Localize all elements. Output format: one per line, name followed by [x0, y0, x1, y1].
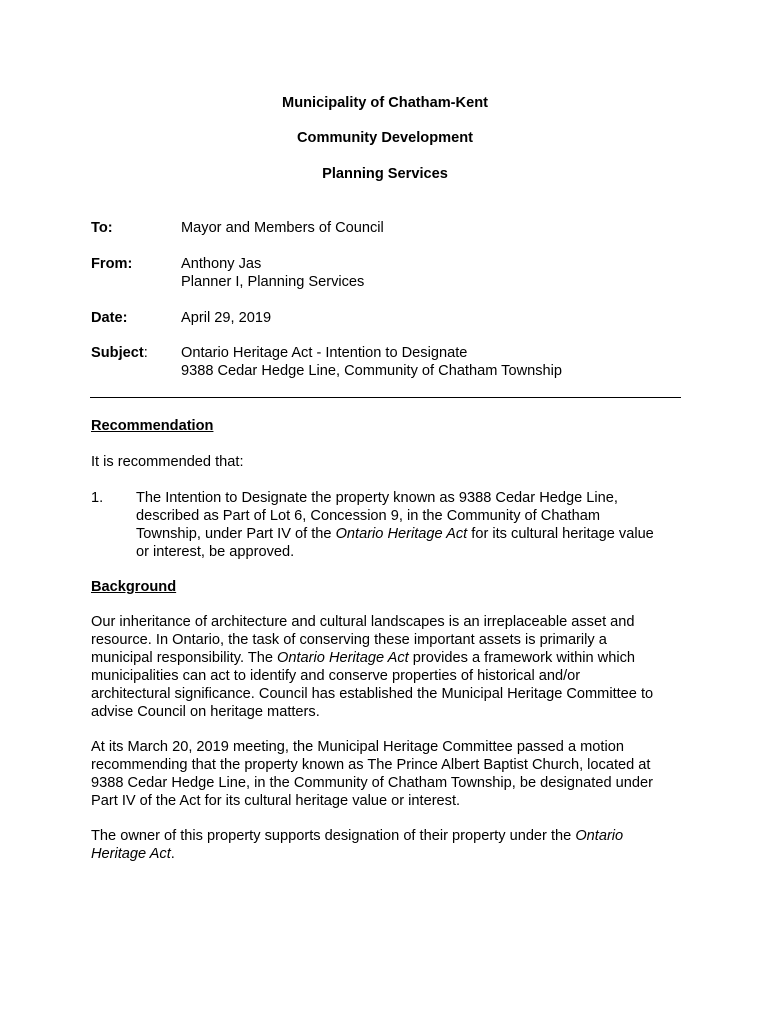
municipality-title: Municipality of Chatham-Kent [282, 95, 488, 111]
paragraph-line: advise Council on heritage matters. [91, 704, 320, 720]
subject-line-1: Ontario Heritage Act - Intention to Designate [181, 345, 468, 361]
to-label: To: [91, 220, 113, 236]
paragraph-line: 9388 Cedar Hedge Line, in the Community of Chatham Township, be designated under [91, 775, 653, 791]
paragraph-line: Our inheritance of architecture and cultural landscapes is an irreplaceable asset and [91, 614, 635, 630]
subject-value [181, 344, 562, 380]
paragraph-line: At its March 20, 2019 meeting, the Municipal Heritage Committee passed a motion [91, 739, 624, 755]
text-run: . [170, 846, 175, 862]
recommendation-intro: It is recommended that: [91, 454, 244, 470]
paragraph-line [91, 827, 681, 845]
from-value [181, 255, 364, 291]
paragraph-line: Part IV of the Act for its cultural heritage value or interest. [91, 793, 461, 809]
paragraph-line [91, 845, 681, 863]
recommendation-item-line: The Intention to Designate the property known as 9388 Cedar Hedge Line, [136, 490, 618, 506]
paragraph-line: architectural significance. Council has established the Municipal Heritage Committee to [91, 686, 654, 702]
recommendation-item-text [136, 489, 681, 561]
text-run: provides a framework within which [408, 650, 635, 666]
subject-label-text: Subject [91, 345, 144, 361]
background-paragraph-3 [91, 827, 681, 863]
text-run: The owner of this property supports designation of their property under the [91, 828, 576, 844]
text-run: Township, under Part IV of the [136, 526, 336, 542]
subject-line-2: 9388 Cedar Hedge Line, Community of Chatham Township [181, 363, 563, 379]
text-run: municipal responsibility. The [91, 650, 278, 666]
to-value: Mayor and Members of Council [181, 220, 384, 236]
act-title-italic: Ontario Heritage Act [277, 650, 409, 666]
date-label: Date: [91, 310, 128, 326]
subject-label-colon: : [143, 345, 148, 361]
text-run: for its cultural heritage value [467, 526, 654, 542]
act-title-italic: Heritage Act [91, 846, 171, 862]
from-label: From: [91, 256, 133, 272]
paragraph-line [91, 649, 681, 667]
recommendation-heading: Recommendation [91, 418, 214, 434]
act-title-italic: Ontario Heritage Act [335, 526, 468, 542]
background-paragraph-1 [91, 613, 681, 721]
paragraph-line: resource. In Ontario, the task of conserving these important assets is primarily a [91, 632, 607, 648]
act-title-italic: Ontario [575, 828, 624, 844]
recommendation-item-number: 1. [91, 490, 104, 506]
background-paragraph-2 [91, 738, 681, 810]
recommendation-item-line [136, 525, 681, 543]
paragraph-line: recommending that the property known as The Prince Albert Baptist Church, located at [91, 757, 651, 773]
subject-label [91, 344, 148, 362]
from-title: Planner I, Planning Services [181, 274, 365, 290]
date-value: April 29, 2019 [181, 310, 272, 326]
recommendation-item-line: or interest, be approved. [136, 544, 295, 560]
header-divider [90, 397, 681, 398]
background-heading: Background [91, 579, 177, 595]
from-name: Anthony Jas [181, 256, 262, 272]
recommendation-item-line: described as Part of Lot 6, Concession 9, in the Community of Chatham [136, 508, 600, 524]
division-title: Planning Services [322, 166, 448, 182]
department-title: Community Development [297, 130, 473, 146]
paragraph-line: municipalities can act to identify and conserve properties of historical and/or [91, 668, 581, 684]
